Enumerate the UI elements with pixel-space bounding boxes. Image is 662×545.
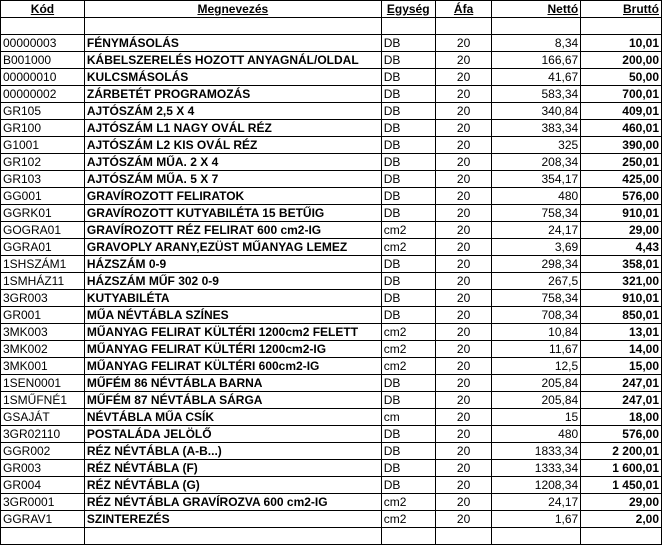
cell-afa[interactable]: 20 xyxy=(435,137,492,154)
cell-megnevezes[interactable]: GRAVÍROZOTT RÉZ FELIRAT 600 cm2-IG xyxy=(84,222,381,239)
table-row xyxy=(1,205,662,222)
cell-afa[interactable]: 20 xyxy=(435,154,492,171)
table-row xyxy=(1,137,662,154)
empty-cell[interactable] xyxy=(435,18,492,35)
cell-netto[interactable]: 340,84 xyxy=(492,103,581,120)
empty-cell[interactable] xyxy=(1,18,85,35)
empty-cell[interactable] xyxy=(84,18,381,35)
cell-egyseg[interactable]: DB xyxy=(381,171,435,188)
cell-netto[interactable]: 208,34 xyxy=(492,154,581,171)
cell-egyseg[interactable]: DB xyxy=(381,307,435,324)
cell-afa[interactable]: 20 xyxy=(435,341,492,358)
table-row xyxy=(1,426,662,443)
cell-afa[interactable]: 20 xyxy=(435,392,492,409)
cell-kod[interactable]: 3MK002 xyxy=(1,341,85,358)
cell-egyseg[interactable]: cm2 xyxy=(381,358,435,375)
cell-egyseg[interactable]: DB xyxy=(381,290,435,307)
cell-megnevezes[interactable]: ZÁRBETÉT PROGRAMOZÁS xyxy=(84,86,381,103)
table-row xyxy=(1,188,662,205)
cell-kod[interactable]: GGR002 xyxy=(1,443,85,460)
empty-cell[interactable] xyxy=(492,18,581,35)
cell-netto[interactable]: 758,34 xyxy=(492,205,581,222)
cell-egyseg[interactable]: DB xyxy=(381,392,435,409)
cell-brutto[interactable]: 247,01 xyxy=(581,392,662,409)
cell-megnevezes[interactable]: KULCSMÁSOLÁS xyxy=(84,69,381,86)
cell-kod[interactable]: 00000002 xyxy=(1,86,85,103)
cell-kod[interactable]: 3GR0001 xyxy=(1,494,85,511)
cell-brutto[interactable]: 409,01 xyxy=(581,103,662,120)
table-row xyxy=(1,35,662,52)
cell-megnevezes[interactable]: HÁZSZÁM MŰF 302 0-9 xyxy=(84,273,381,290)
empty-cell[interactable] xyxy=(581,18,662,35)
cell-megnevezes[interactable]: FÉNYMÁSOLÁS xyxy=(84,35,381,52)
cell-egyseg[interactable]: DB xyxy=(381,103,435,120)
cell-netto[interactable]: 166,67 xyxy=(492,52,581,69)
cell-netto[interactable]: 24,17 xyxy=(492,222,581,239)
cell-brutto[interactable]: 358,01 xyxy=(581,256,662,273)
table-row xyxy=(1,460,662,477)
table-row xyxy=(1,103,662,120)
empty-cell[interactable] xyxy=(1,528,85,545)
table-row xyxy=(1,375,662,392)
cell-afa[interactable]: 20 xyxy=(435,375,492,392)
cell-megnevezes[interactable]: RÉZ NÉVTÁBLA (A-B...) xyxy=(84,443,381,460)
cell-megnevezes[interactable]: RÉZ NÉVTÁBLA (G) xyxy=(84,477,381,494)
cell-netto[interactable]: 758,34 xyxy=(492,290,581,307)
table-row xyxy=(1,256,662,273)
table-row xyxy=(1,171,662,188)
cell-brutto[interactable]: 18,00 xyxy=(581,409,662,426)
cell-kod[interactable]: G1001 xyxy=(1,137,85,154)
table-row xyxy=(1,86,662,103)
cell-brutto[interactable]: 460,01 xyxy=(581,120,662,137)
cell-brutto[interactable]: 2 200,01 xyxy=(581,443,662,460)
cell-afa[interactable]: 20 xyxy=(435,222,492,239)
cell-kod[interactable]: GR105 xyxy=(1,103,85,120)
cell-megnevezes[interactable]: AJTÓSZÁM L2 KIS OVÁL RÉZ xyxy=(84,137,381,154)
cell-brutto[interactable]: 1 450,01 xyxy=(581,477,662,494)
cell-afa[interactable]: 20 xyxy=(435,273,492,290)
cell-afa[interactable]: 20 xyxy=(435,103,492,120)
cell-netto[interactable]: 15 xyxy=(492,409,581,426)
cell-kod[interactable]: GSAJÁT xyxy=(1,409,85,426)
cell-kod[interactable]: B001000 xyxy=(1,52,85,69)
cell-netto[interactable]: 354,17 xyxy=(492,171,581,188)
cell-netto[interactable]: 41,67 xyxy=(492,69,581,86)
cell-megnevezes[interactable]: RÉZ NÉVTÁBLA (F) xyxy=(84,460,381,477)
cell-kod[interactable]: 3GR003 xyxy=(1,290,85,307)
cell-brutto[interactable]: 247,01 xyxy=(581,375,662,392)
cell-brutto[interactable]: 2,00 xyxy=(581,511,662,528)
cell-brutto[interactable]: 14,00 xyxy=(581,341,662,358)
cell-egyseg[interactable]: DB xyxy=(381,460,435,477)
cell-megnevezes[interactable]: KUTYABILÉTA xyxy=(84,290,381,307)
cell-brutto[interactable]: 390,00 xyxy=(581,137,662,154)
table-row xyxy=(1,358,662,375)
cell-afa[interactable]: 20 xyxy=(435,69,492,86)
cell-egyseg[interactable]: DB xyxy=(381,120,435,137)
header-brutto[interactable]: Bruttó xyxy=(581,1,662,18)
header-row xyxy=(1,1,662,18)
cell-megnevezes[interactable]: GRAVÍROZOTT FELIRATOK xyxy=(84,188,381,205)
cell-netto[interactable]: 1833,34 xyxy=(492,443,581,460)
header-kod[interactable]: Kód xyxy=(1,1,85,18)
cell-megnevezes[interactable]: AJTÓSZÁM L1 NAGY OVÁL RÉZ xyxy=(84,120,381,137)
cell-netto[interactable]: 1,67 xyxy=(492,511,581,528)
cell-kod[interactable]: 1SEN0001 xyxy=(1,375,85,392)
cell-brutto[interactable]: 200,00 xyxy=(581,52,662,69)
cell-afa[interactable]: 20 xyxy=(435,443,492,460)
cell-afa[interactable]: 20 xyxy=(435,477,492,494)
cell-brutto[interactable]: 250,01 xyxy=(581,154,662,171)
cell-brutto[interactable]: 910,01 xyxy=(581,205,662,222)
table-row xyxy=(1,52,662,69)
cell-brutto[interactable]: 576,00 xyxy=(581,188,662,205)
cell-egyseg[interactable]: cm xyxy=(381,409,435,426)
cell-brutto[interactable]: 576,00 xyxy=(581,426,662,443)
table-row xyxy=(1,273,662,290)
cell-egyseg[interactable]: cm2 xyxy=(381,239,435,256)
blank-row-bottom xyxy=(1,528,662,545)
cell-megnevezes[interactable]: AJTÓSZÁM MŰA. 5 X 7 xyxy=(84,171,381,188)
cell-megnevezes[interactable]: MŰANYAG FELIRAT KÜLTÉRI 600cm2-IG xyxy=(84,358,381,375)
cell-brutto[interactable]: 50,00 xyxy=(581,69,662,86)
cell-egyseg[interactable]: cm2 xyxy=(381,494,435,511)
cell-brutto[interactable]: 13,01 xyxy=(581,324,662,341)
cell-egyseg[interactable]: DB xyxy=(381,137,435,154)
cell-megnevezes[interactable]: MŰA NÉVTÁBLA SZÍNES xyxy=(84,307,381,324)
cell-brutto[interactable]: 910,01 xyxy=(581,290,662,307)
empty-cell[interactable] xyxy=(492,528,581,545)
empty-cell[interactable] xyxy=(381,18,435,35)
cell-brutto[interactable]: 700,01 xyxy=(581,86,662,103)
table-row xyxy=(1,239,662,256)
cell-afa[interactable]: 20 xyxy=(435,256,492,273)
cell-egyseg[interactable]: DB xyxy=(381,256,435,273)
cell-afa[interactable]: 20 xyxy=(435,188,492,205)
cell-afa[interactable]: 20 xyxy=(435,35,492,52)
cell-egyseg[interactable]: DB xyxy=(381,375,435,392)
cell-kod[interactable]: GOGRA01 xyxy=(1,222,85,239)
cell-afa[interactable]: 20 xyxy=(435,52,492,69)
cell-kod[interactable]: GR103 xyxy=(1,171,85,188)
cell-netto[interactable]: 205,84 xyxy=(492,375,581,392)
cell-megnevezes[interactable]: MŰFÉM 87 NÉVTÁBLA SÁRGA xyxy=(84,392,381,409)
cell-netto[interactable]: 480 xyxy=(492,188,581,205)
cell-kod[interactable]: 1SHSZÁM1 xyxy=(1,256,85,273)
cell-netto[interactable]: 24,17 xyxy=(492,494,581,511)
empty-cell[interactable] xyxy=(435,528,492,545)
cell-egyseg[interactable]: DB xyxy=(381,52,435,69)
cell-brutto[interactable]: 425,00 xyxy=(581,171,662,188)
empty-cell[interactable] xyxy=(84,528,381,545)
header-afa[interactable]: Áfa xyxy=(435,1,492,18)
cell-afa[interactable]: 20 xyxy=(435,205,492,222)
cell-kod[interactable]: 3MK003 xyxy=(1,324,85,341)
cell-kod[interactable]: GR004 xyxy=(1,477,85,494)
cell-egyseg[interactable]: DB xyxy=(381,273,435,290)
cell-kod[interactable]: GGRAV1 xyxy=(1,511,85,528)
cell-kod[interactable]: GR003 xyxy=(1,460,85,477)
cell-megnevezes[interactable]: KÁBELSZERELÉS HOZOTT ANYAGNÁL/OLDAL xyxy=(84,52,381,69)
cell-kod[interactable]: 00000010 xyxy=(1,69,85,86)
cell-netto[interactable]: 480 xyxy=(492,426,581,443)
table-row xyxy=(1,341,662,358)
cell-megnevezes[interactable]: MŰFÉM 86 NÉVTÁBLA BARNA xyxy=(84,375,381,392)
header-netto[interactable]: Nettó xyxy=(492,1,581,18)
cell-egyseg[interactable]: DB xyxy=(381,426,435,443)
cell-netto[interactable]: 12,5 xyxy=(492,358,581,375)
cell-brutto[interactable]: 4,43 xyxy=(581,239,662,256)
cell-megnevezes[interactable]: AJTÓSZÁM 2,5 X 4 xyxy=(84,103,381,120)
table-row xyxy=(1,307,662,324)
cell-egyseg[interactable]: DB xyxy=(381,69,435,86)
cell-megnevezes[interactable]: POSTALÁDA JELÖLŐ xyxy=(84,426,381,443)
header-egyseg[interactable]: Egység xyxy=(381,1,435,18)
table-row xyxy=(1,511,662,528)
cell-netto[interactable]: 1208,34 xyxy=(492,477,581,494)
empty-cell[interactable] xyxy=(381,528,435,545)
cell-egyseg[interactable]: cm2 xyxy=(381,341,435,358)
cell-afa[interactable]: 20 xyxy=(435,494,492,511)
cell-megnevezes[interactable]: MŰANYAG FELIRAT KÜLTÉRI 1200cm2-IG xyxy=(84,341,381,358)
cell-afa[interactable]: 20 xyxy=(435,409,492,426)
cell-afa[interactable]: 20 xyxy=(435,460,492,477)
cell-egyseg[interactable]: cm2 xyxy=(381,222,435,239)
cell-afa[interactable]: 20 xyxy=(435,290,492,307)
table-row xyxy=(1,69,662,86)
table-row xyxy=(1,154,662,171)
cell-kod[interactable]: GR102 xyxy=(1,154,85,171)
table-row xyxy=(1,409,662,426)
cell-egyseg[interactable]: DB xyxy=(381,205,435,222)
cell-netto[interactable]: 1333,34 xyxy=(492,460,581,477)
cell-megnevezes[interactable]: NÉVTÁBLA MŰA CSÍK xyxy=(84,409,381,426)
cell-netto[interactable]: 10,84 xyxy=(492,324,581,341)
cell-brutto[interactable]: 10,01 xyxy=(581,35,662,52)
cell-brutto[interactable]: 321,00 xyxy=(581,273,662,290)
cell-egyseg[interactable]: DB xyxy=(381,86,435,103)
cell-afa[interactable]: 20 xyxy=(435,426,492,443)
table-row xyxy=(1,120,662,137)
cell-netto[interactable]: 583,34 xyxy=(492,86,581,103)
table-row xyxy=(1,222,662,239)
header-megnevezes[interactable]: Megnevezés xyxy=(84,1,381,18)
cell-netto[interactable]: 298,34 xyxy=(492,256,581,273)
cell-kod[interactable]: GR100 xyxy=(1,120,85,137)
cell-brutto[interactable]: 1 600,01 xyxy=(581,460,662,477)
cell-brutto[interactable]: 15,00 xyxy=(581,358,662,375)
table-row xyxy=(1,443,662,460)
cell-netto[interactable]: 325 xyxy=(492,137,581,154)
cell-egyseg[interactable]: DB xyxy=(381,35,435,52)
table-row xyxy=(1,324,662,341)
cell-afa[interactable]: 20 xyxy=(435,120,492,137)
table-row xyxy=(1,290,662,307)
cell-kod[interactable]: GR001 xyxy=(1,307,85,324)
cell-netto[interactable]: 11,67 xyxy=(492,341,581,358)
cell-netto[interactable]: 708,34 xyxy=(492,307,581,324)
cell-netto[interactable]: 3,69 xyxy=(492,239,581,256)
cell-afa[interactable]: 20 xyxy=(435,511,492,528)
cell-afa[interactable]: 20 xyxy=(435,307,492,324)
cell-megnevezes[interactable]: RÉZ NÉVTÁBLA GRAVÍROZVA 600 cm2-IG xyxy=(84,494,381,511)
cell-afa[interactable]: 20 xyxy=(435,324,492,341)
table-row xyxy=(1,392,662,409)
cell-afa[interactable]: 20 xyxy=(435,358,492,375)
cell-kod[interactable]: 00000003 xyxy=(1,35,85,52)
cell-kod[interactable]: 3MK001 xyxy=(1,358,85,375)
cell-kod[interactable]: 1SMHÁZ11 xyxy=(1,273,85,290)
cell-egyseg[interactable]: DB xyxy=(381,477,435,494)
cell-afa[interactable]: 20 xyxy=(435,239,492,256)
cell-egyseg[interactable]: DB xyxy=(381,188,435,205)
table-row xyxy=(1,477,662,494)
table-row xyxy=(1,494,662,511)
cell-egyseg[interactable]: DB xyxy=(381,154,435,171)
cell-megnevezes[interactable]: GRAVÍROZOTT KUTYABILÉTA 15 BETŰIG xyxy=(84,205,381,222)
cell-egyseg[interactable]: cm2 xyxy=(381,324,435,341)
cell-netto[interactable]: 8,34 xyxy=(492,35,581,52)
cell-kod[interactable]: GGRK01 xyxy=(1,205,85,222)
cell-megnevezes[interactable]: HÁZSZÁM 0-9 xyxy=(84,256,381,273)
cell-kod[interactable]: GG001 xyxy=(1,188,85,205)
cell-netto[interactable]: 383,34 xyxy=(492,120,581,137)
cell-kod[interactable]: 3GR02110 xyxy=(1,426,85,443)
cell-kod[interactable]: GGRA01 xyxy=(1,239,85,256)
cell-egyseg[interactable]: cm2 xyxy=(381,511,435,528)
cell-megnevezes[interactable]: SZINTEREZÉS xyxy=(84,511,381,528)
cell-megnevezes[interactable]: GRAVOPLY ARANY,EZÜST MŰANYAG LEMEZ xyxy=(84,239,381,256)
cell-brutto[interactable]: 850,01 xyxy=(581,307,662,324)
cell-brutto[interactable]: 29,00 xyxy=(581,494,662,511)
blank-row-top xyxy=(1,18,662,35)
cell-brutto[interactable]: 29,00 xyxy=(581,222,662,239)
cell-afa[interactable]: 20 xyxy=(435,171,492,188)
cell-megnevezes[interactable]: AJTÓSZÁM MŰA. 2 X 4 xyxy=(84,154,381,171)
cell-netto[interactable]: 205,84 xyxy=(492,392,581,409)
cell-egyseg[interactable]: DB xyxy=(381,443,435,460)
cell-afa[interactable]: 20 xyxy=(435,86,492,103)
cell-megnevezes[interactable]: MŰANYAG FELIRAT KÜLTÉRI 1200cm2 FELETT xyxy=(84,324,381,341)
cell-netto[interactable]: 267,5 xyxy=(492,273,581,290)
cell-kod[interactable]: 1SMŰFNÉ1 xyxy=(1,392,85,409)
empty-cell[interactable] xyxy=(581,528,662,545)
